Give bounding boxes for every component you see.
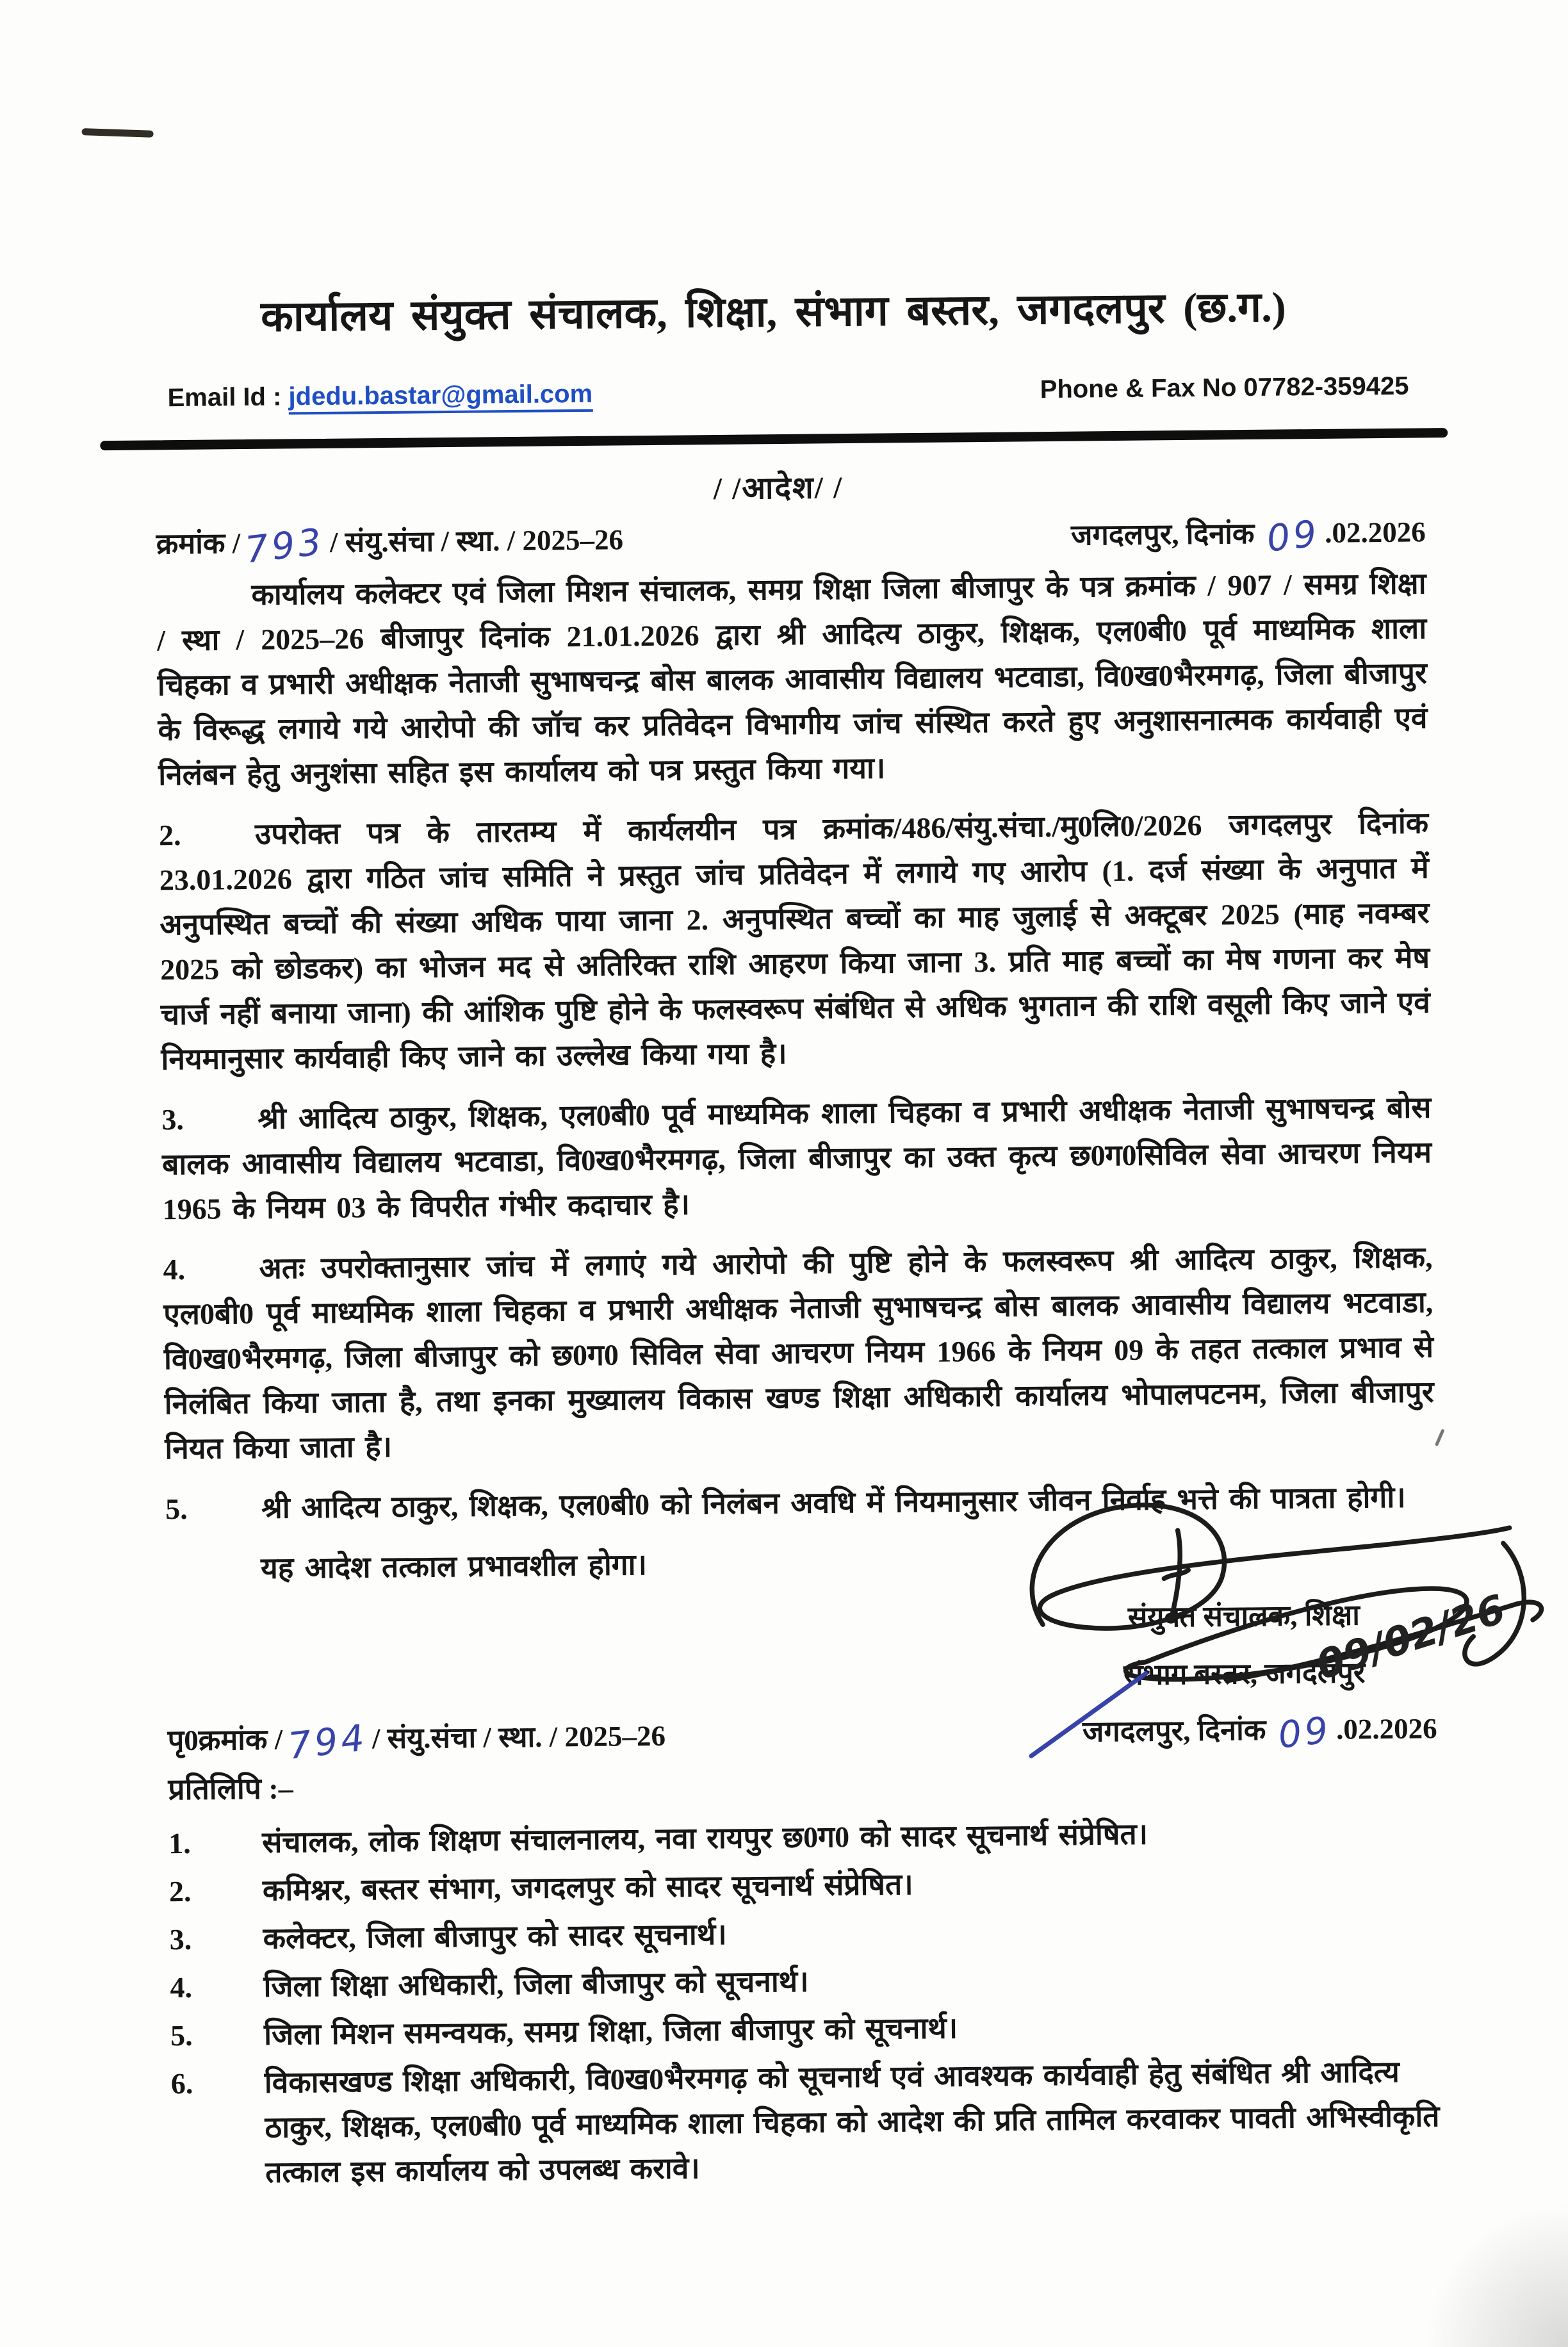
signatory-designation-line1: संयुक्त संचालक, शिक्षा: [1127, 1599, 1360, 1633]
email-link[interactable]: jdedu.bastar@gmail.com: [288, 380, 592, 415]
signatory-designation-line2: संभाग बस्तर, जगदलपुर: [1123, 1656, 1366, 1691]
reference-date-right: जगदलपुर, दिनांक 09.02.2026: [1070, 512, 1426, 560]
paragraph-number: 4.: [163, 1252, 186, 1286]
copy-item-6: 6. विकासखण्ड शिक्षा अधिकारी, वि0ख0भैरमगढ़ को सूचनार्थ एवं आवश्यक कार्यवाही हेतु संबंधित श्री आदित्य ठाकुर, शिक्षक, एल0बी0 पूर्व माध्यमिक शाला चिहका को आदेश की प्रति तामिल करवाकर पावती अभिस्वीकृति तत्काल इस कार्यालय को उपलब्ध करावे।: [171, 2049, 1447, 2196]
copy-number: 3.: [169, 1922, 192, 1956]
letter-body: [156, 561, 1435, 1607]
paragraph-5: 5. श्री आदित्य ठाकुर, शिक्षक, एल0बी0 को निलंबन अवधि में नियमानुसार जीवन निर्वाह भत्ते की पात्रता होगी।: [165, 1475, 1435, 1532]
phone-line: Phone & Fax No 07782-359425: [1040, 372, 1409, 404]
paragraph-1: कार्यालय कलेक्टर एवं जिला मिशन संचालक, समग्र शिक्षा जिला बीजापुर के पत्र क्रमांक / 907 / समग्र शिक्षा / स्था / 2025–26 बीजापुर दिनांक 21.01.2026 द्वारा श्री आदित्य ठाकुर, शिक्षक, एल0बी0 पूर्व माध्यमिक शाला चिहका व प्रभारी अधीक्षक नेताजी सुभाषचन्द्र बोस बालक आवासीय विद्यालय भटवाडा, वि0ख0भैरमगढ़, जिला बीजापुर के विरूद्ध लगाये गये आरोपो की जॉच कर प्रतिवेदन विभागीय जांच संस्थित करते हुए अनुशासनात्मक कार्यवाही एवं निलंबन हेतु अनुशंसा सहित इस कार्यालय को पत्र प्रस्तुत किया गया।: [156, 567, 1428, 792]
copy-number: 6.: [170, 2066, 193, 2100]
paragraph-2: 2. उपरोक्त पत्र के तारतम्य में कार्यलयीन पत्र क्रमांक/486/संयु.संचा./मु0लि0/2026 जगदलपुर दिनांक 23.01.2026 द्वारा गठित जांच समिति ने प्रस्तुत जांच प्रतिवेदन में लगाये गए आरोप (1. दर्ज संख्या के अनुपात में अनुपस्थित बच्चों की संख्या अधिक पाया जाना 2. अनुपस्थित बच्चों का माह जुलाई से अक्टूबर 2025 (माह नवम्बर 2025 को छोडकर) का भोजन मद से अतिरिक्त राशि आहरण किया जाना 3. प्रति माह बच्चों का मेष गणना कर मेष चार्ज नहीं बनाया जाना) की आंशिक पुष्टि होने के फलस्वरूप संबंधित से अधिक भुगतान की राशि वसूली किए जाने एवं नियमानुसार कार्यवाही किए जाने का उल्लेख किया गया है।: [158, 806, 1430, 1076]
signature-stroke: [1464, 1543, 1524, 1664]
paragraph-number: 5.: [165, 1492, 188, 1526]
handwritten-date-number: 09: [1264, 512, 1322, 560]
copy-item-1: 1. संचालक, लोक शिक्षण संचालनालय, नवा रायपुर छ0ग0 को सादर सूचनार्थ संप्रेषित।: [168, 1809, 1444, 1866]
copies-heading: प्रतिलिपि :–: [168, 1772, 293, 1806]
handwritten-endorsement-number: 794: [285, 1717, 370, 1768]
reference-line: [156, 511, 1426, 572]
handwritten-ref-number: 793: [243, 520, 327, 572]
office-title: कार्यालय संयुक्त संचालक, शिक्षा, संभाग बस्तर, जगदलपुर (छ.ग.): [260, 284, 1286, 341]
endorsement-date-right: जगदलपुर, दिनांक 09.02.2026: [1082, 1708, 1437, 1757]
pen-mark-dash: [81, 128, 153, 138]
paragraph-number: 2.: [158, 819, 181, 852]
paragraph-3: 3. श्री आदित्य ठाकुर, शिक्षक, एल0बी0 पूर्व माध्यमिक शाला चिहका व प्रभारी अधीक्षक नेताजी सुभाषचन्द्र बोस बालक आवासीय विद्यालय भटवाडा, वि0ख0भैरमगढ़, जिला बीजापुर का उक्त कृत्य छ0ग0सिविल सेवा आचरण नियम 1965 के नियम 03 के विपरीत गंभीर कदाचार है।: [161, 1091, 1432, 1226]
copy-number: 4.: [170, 1970, 193, 2004]
contact-row: [167, 372, 1409, 413]
paragraph-number: 3.: [161, 1102, 184, 1136]
email-label: Email Id :: [167, 382, 282, 413]
header-divider-rule: [100, 428, 1448, 450]
scan-corner-shadow: [1427, 2200, 1568, 2347]
paragraph-4: 4. अतः उपरोक्तानुसार जांच में लगाएं गये आरोपो की पुष्टि होने के फलस्वरूप श्री आदित्य ठाकुर, शिक्षक, एल0बी0 पूर्व माध्यमिक शाला चिहका व प्रभारी अधीक्षक नेताजी सुभाषचन्द्र बोस बालक आवासीय विद्यालय भटवाडा, वि0ख0भैरमगढ़, जिला बीजापुर को छ0ग0 सिविल सेवा आचरण नियम 1966 के नियम 09 के तहत तत्काल प्रभाव से निलंबित किया जाता है, तथा इनका मुख्यालय विकास खण्ड शिक्षा अधिकारी कार्यालय भोपालपटनम, जिला बीजापुर नियत किया जाता है।: [163, 1241, 1434, 1466]
email-line: [167, 380, 592, 413]
handwritten-endorsement-date-number: 09: [1276, 1708, 1334, 1757]
copy-number: 1.: [168, 1826, 192, 1860]
handwritten-signature-date: 09/02/26: [1311, 1585, 1511, 1689]
copy-number: 5.: [170, 2018, 193, 2052]
endorsement-reference-line: [167, 1708, 1437, 1768]
pen-mark-tick: [1435, 1428, 1445, 1446]
endorsement-number-left: पृ0क्रमांक /794/ संयु.संचा / स्था. / 2025–26: [167, 1717, 666, 1768]
copy-item-2: 2. कमिश्नर, बस्तर संभाग, जगदलपुर को सादर सूचनार्थ संप्रेषित।: [169, 1857, 1444, 1914]
reference-number-left: क्रमांक /793/ संयु.संचा / स्था. / 2025–26: [156, 520, 624, 572]
closing-line: यह आदेश तत्काल प्रभावशील होगा।: [260, 1548, 648, 1585]
copy-item-4: 4. जिला शिक्षा अधिकारी, जिला बीजापुर को सूचनार्थ।: [170, 1953, 1445, 2010]
copy-item-3: 3. कलेक्टर, जिला बीजापुर को सादर सूचनार्थ।: [169, 1905, 1444, 1962]
copies-list: [168, 1809, 1447, 2199]
order-heading: / /आदेश/ /: [713, 471, 844, 507]
copy-item-5: 5. जिला मिशन समन्वयक, समग्र शिक्षा, जिला बीजापुर को सूचनार्थ।: [170, 2001, 1446, 2058]
copy-number: 2.: [168, 1874, 192, 1908]
